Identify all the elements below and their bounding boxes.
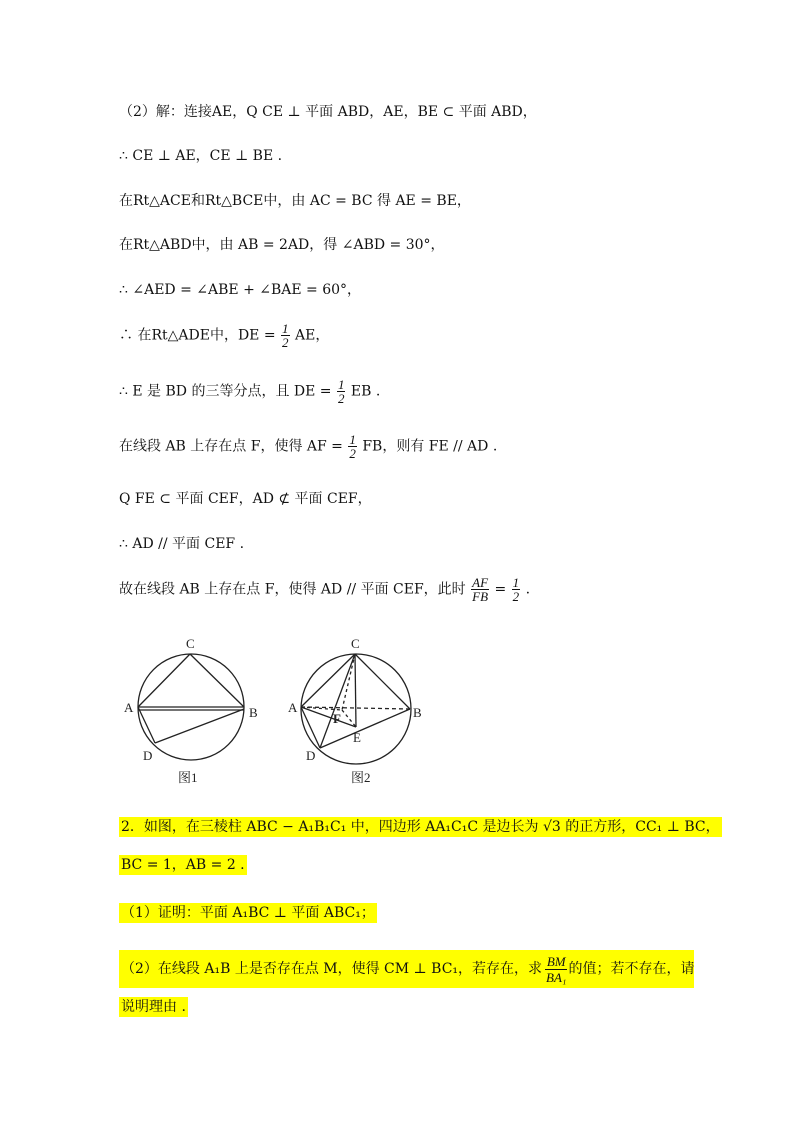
frac-den: BA₁ — [546, 969, 567, 985]
solution-line-11 — [119, 576, 530, 603]
figure-2 — [301, 654, 411, 764]
solution-line-7 — [119, 378, 380, 405]
frac-num: 1 — [349, 432, 356, 447]
line-7-text: ∴ E 是 BD 的三等分点，且 DE = — [119, 383, 332, 400]
fraction-one-half — [512, 576, 521, 603]
fraction-bm-ba1 — [545, 954, 567, 985]
fig1-caption: 图1 — [178, 770, 198, 785]
line-8-text: 在线段 AB 上存在点 F，使得 AF = — [119, 438, 343, 455]
fraction-one-half — [348, 433, 357, 460]
fig1-label-A: A — [124, 700, 134, 715]
fig2-label-A: A — [288, 700, 298, 715]
line-7-tail: EB . — [350, 383, 381, 400]
fraction-one-half — [337, 378, 346, 405]
fig2-label-C: C — [351, 636, 360, 651]
problem-2-conditions: BC = 1，AB = 2 . — [121, 857, 245, 873]
problem-2-line-2 — [119, 855, 247, 875]
fig1-segment-CB — [190, 654, 244, 707]
frac-num: 1 — [282, 321, 289, 336]
frac-den: 2 — [337, 391, 345, 406]
frac-num: AF — [472, 575, 489, 590]
fig1-label-D: D — [143, 748, 153, 763]
problem-2-part-2 — [119, 950, 694, 988]
geometry-figures — [110, 630, 440, 795]
solution-line-1: （2）解：连接AE，Q CE ⊥ 平面 ABD，AE，BE ⊂ 平面 ABD， — [119, 104, 537, 120]
line-11-text: 故在线段 AB 上存在点 F，使得 AD // 平面 CEF，此时 — [119, 581, 466, 598]
figure-1 — [138, 654, 244, 760]
fig1-label-B: B — [249, 705, 258, 720]
solution-line-8 — [119, 433, 497, 460]
frac-num: 1 — [337, 377, 345, 392]
frac-num: 1 — [512, 575, 520, 590]
frac-num: BM — [546, 953, 566, 969]
problem-2-part-1 — [119, 903, 377, 923]
solution-line-4: 在Rt△ABD中，由 AB = 2AD，得 ∠ABD = 30°， — [119, 237, 445, 253]
line-6-text: ∴ 在Rt△ADE中，DE = — [119, 327, 276, 344]
fig2-segment-CD — [320, 654, 355, 748]
solution-line-5: ∴ ∠AED = ∠ABE + ∠BAE = 60°， — [119, 282, 362, 298]
solution-line-9: Q FE ⊂ 平面 CEF，AD ⊄ 平面 CEF， — [119, 491, 372, 507]
solution-line-10: ∴ AD // 平面 CEF . — [119, 536, 245, 552]
equals-sign: = — [494, 581, 507, 598]
fig2-label-D: D — [306, 748, 316, 763]
frac-den: FB — [472, 589, 489, 604]
fig2-label-F: F — [333, 711, 341, 726]
solution-line-6 — [119, 322, 329, 349]
part-1-text: （1）证明：平面 A₁BC ⊥ 平面 ABC₁； — [121, 905, 375, 921]
part-2-continuation: 说明理由 . — [121, 999, 186, 1015]
line-6-tail: AE， — [294, 327, 330, 344]
problem-2-part-2-cont — [119, 997, 188, 1017]
fig2-label-B: B — [413, 705, 422, 720]
fig1-segment-DB — [155, 709, 244, 743]
fig2-caption: 图2 — [351, 770, 371, 785]
fig2-segment-CB — [355, 654, 410, 709]
problem-2-line-1 — [119, 817, 722, 837]
frac-den: 2 — [282, 335, 289, 350]
line-8-tail: FB，则有 FE // AD . — [362, 438, 498, 455]
part-2-tail: 的值；若不存在，请 — [568, 961, 695, 977]
problem-2-text: 2．如图，在三棱柱 ABC − A₁B₁C₁ 中，四边形 AA₁C₁C 是边长为 √3 的正方形，CC₁ ⊥ BC， — [121, 819, 720, 835]
frac-den: 2 — [512, 589, 520, 604]
part-2-text: （2）在线段 A₁B 上是否存在点 M，使得 CM ⊥ BC₁，若存在，求 — [121, 961, 543, 977]
frac-den: 2 — [349, 446, 356, 461]
fig2-label-E: E — [353, 730, 361, 745]
solution-line-2: ∴ CE ⊥ AE，CE ⊥ BE . — [119, 148, 283, 164]
solution-line-3: 在Rt△ACE和Rt△BCE中，由 AC = BC 得 AE = BE， — [119, 193, 471, 209]
fig2-segment-CE — [355, 654, 356, 727]
fraction-af-fb — [471, 576, 489, 603]
fig1-label-C: C — [186, 636, 195, 651]
fraction-one-half — [281, 322, 290, 349]
period: . — [525, 581, 531, 598]
